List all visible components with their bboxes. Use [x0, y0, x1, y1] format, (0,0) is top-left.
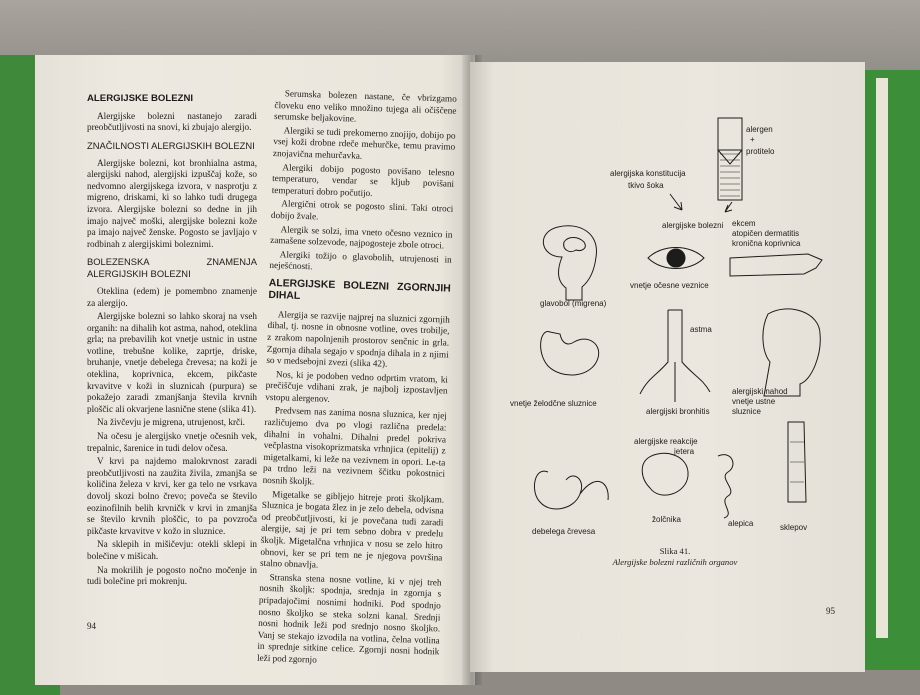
paragraph: Oteklina (edem) je pomembno znamenje za alergijo.	[87, 285, 257, 308]
head-brain-drawing	[543, 226, 596, 300]
eye-pupil	[667, 249, 685, 267]
label-alergijske-bolezni: alergijske bolezni	[662, 221, 724, 230]
label-zelodec: vnetje želodčne sluznice	[510, 399, 597, 408]
paragraph: V krvi pa najdemo malokrvnost zaradi preobčutljivosti na zaužita živila, zmanjša se količina železa v krvi, ker ga telo ne vsrkava dovolj skozi bolno črevo; poveča se število eozinofilnih belih krvničk v krvi in zmanjša se število krvnih ploščic, to pa povzroča pikčaste krvavitve v kožo in sluznice.	[87, 456, 257, 536]
paragraph: Alergijske bolezni, kot bronhialna astma, alergijski nahod, alergijski izpuščaj kože, so nedvomno alergijskega izvora, v nasprotju z migreno, driskami, ki so lahko tudi drugega izvora. Alergijske bolezni so dedne in jih imajo največ moški, alergijske bolezni kože pa imajo največ ženske. Pogosto se javljajo v rodbinah z alergijskimi boleznimi.	[87, 157, 257, 249]
figure-caption	[600, 546, 750, 567]
allergen-block	[718, 118, 742, 150]
face-drawing	[763, 309, 820, 396]
paragraph: Na sklepih in mišičevju: otekli sklepi in bolečine v mišicah.	[87, 539, 257, 561]
liver-drawing	[642, 453, 688, 495]
small-intestine-drawing	[718, 455, 733, 518]
bronchi-drawing	[640, 310, 710, 402]
paragraph: Na očesu je alergijsko vnetje očesnih vek, trepalnic, šarenice in tudi delov očesa.	[87, 431, 257, 453]
paragraph: Predvsem nas zanima nosna sluznica, ker njej različujemo dva po vlogi različna predela: dihalni in vohalni. Dihalni predel pokriva večplastna visokoprizmatska vrhnjica (epitelij) z migetalkami, ki leže na vezivnem in opori. Le-ta pa trdno leži na vezivnem ščitku pokostnici nosnih školjk.	[262, 405, 447, 487]
paragraph: Na živčevju je migrena, utrujenost, krči.	[97, 417, 245, 428]
paragraph: Migetalke se gibljejo hitreje proti školjkam. Sluznica je bogata žlez in je zelo debela, odvisna od preobčutljivosti, ki je povečana tudi zaradi alergije, saj je pri tem sebno dobra v predelu školjk. Migetalčna vrhnjica v nosu se zelo hitro obnovi, ker se pri tem ne je njegova površina stalno obnavlja.	[259, 488, 445, 570]
label-glavobol: glavobol (migrena)	[540, 299, 607, 308]
paragraph: Nos, ki je podoben vedno odprtim vratom, ki prečiščuje vdihani zrak, je najbolj izpostavljen vstopu alergenov.	[265, 368, 449, 404]
caption-title: Slika 41.	[659, 546, 691, 556]
paragraph: Serumska bolezen nastane, če vbrizgamo človeku eno veliko množino tujega ali očiščene serumske beljakovine.	[273, 88, 457, 124]
label-protitelo: protitelo	[746, 147, 775, 156]
paragraph: Stranska stena nosne votline, ki v njej treh nosnih školjk: spodnja, srednja in zgornja s pripadajočimi nosnimi hodniki. Pod spodnjo nosno školjko se steka solzni kanal. Srednji nosni hodnik leži pod srednjo nosno školjko. Vanj se stekajo izvodila na votlina, čelna votlina in sprednje sitkine celice. Zgornji nosni hodnik leži pod zgornjo	[256, 571, 442, 665]
figure-41	[470, 62, 865, 672]
label-jetera: jetera	[674, 447, 695, 456]
label-tkivo-soka: tkivo šoka	[628, 181, 664, 190]
arrow-left	[670, 194, 682, 210]
arm-skin-drawing	[730, 254, 822, 276]
label-bronhitis: alergijski bronhitis	[646, 407, 710, 416]
label-sklepov: sklepov	[780, 523, 808, 532]
heading-alergijske-bolezni: ALERGIJSKE BOLEZNI	[87, 93, 194, 104]
arrow-right	[725, 202, 732, 212]
paragraph: Alergija se razvije najprej na sluznici zgornjih dihal, tj. nosne in obnosne votline, oves trobilje, z zrakom napolnjenih prostorov senčnic in grla. Zgornja dihala segajo v spodnja dihala in z njimi so v medsebojni zvezi (slika 42).	[266, 308, 450, 369]
paragraph: Alergijske bolezni nastanejo zaradi preobčutljivosti na snovi, ki zbujajo alergijo.	[87, 110, 257, 133]
label-reakcije: alergijske reakcije	[634, 437, 698, 446]
brain-detail	[564, 238, 586, 252]
left-page	[35, 55, 475, 685]
label-sluznice: sluznice	[732, 407, 761, 416]
antibody-notch	[718, 150, 742, 164]
label-zolcnika: žolčnika	[652, 515, 681, 524]
label-plus: +	[750, 135, 755, 144]
label-koprivnica: kronična koprivnica	[732, 239, 801, 248]
paragraph: Alergik se solzi, ima vneto očesno veznico in zamašene solzevode, najpogosteje zbole otroci.	[270, 223, 453, 251]
page-number-left: 94	[87, 621, 96, 631]
antibody-block	[718, 150, 742, 200]
label-vnetje-oci: vnetje očesne veznice	[630, 281, 709, 290]
label-atopicen: atopičen dermatitis	[732, 229, 800, 238]
left-column	[87, 93, 257, 590]
paragraph: Alergiki se tudi prekomerno znojijo, dobijo po vsej koži drobne rdeče mehurčke, temu pravimo znojavična mehurčavka.	[272, 125, 456, 161]
label-astma: astma	[690, 325, 712, 334]
book-page-edges	[876, 78, 888, 638]
label-konstitucija: alergijska konstitucija	[610, 169, 686, 178]
paragraph: Alergiki tožijo o glavobolih, utrujenosti in neješćnosti.	[269, 248, 452, 272]
stomach-drawing	[541, 332, 599, 375]
heading-znacilnosti: ZNAČILNOSTI ALERGIJSKIH BOLEZNI	[87, 139, 255, 151]
right-column	[257, 88, 457, 672]
label-ekcem: ekcem	[732, 219, 756, 228]
paragraph: Na mokrilih je pogosto nočno močenje in tudi bolečine pri mokrenju.	[87, 564, 257, 587]
label-alepica: alepica	[728, 519, 754, 528]
caption-text: Alergijske bolezni različnih organov	[612, 556, 738, 567]
label-nahod: alergijski nahod	[732, 387, 788, 396]
heading-zgornja-dihala: ALERGIJSKE BOLEZNI ZGORNJIH DIHAL	[268, 277, 451, 303]
paragraph: Alergiki dobijo pogosto povišano telesno temperaturo, vendar se kljub povišani temperaturi dobro počutijo.	[271, 161, 455, 198]
book-cover-right	[860, 70, 920, 670]
heading-bolezenska-znamenja: BOLEZENSKA ZNAMENJA ALERGIJSKIH BOLEZNI	[87, 256, 257, 280]
paragraph: Alergični otrok se pogosto slini. Taki otroci dobijo žvale.	[270, 198, 454, 222]
label-debelega: debelega črevesa	[532, 527, 596, 536]
page-number-right: 95	[826, 606, 835, 616]
intestine-drawing	[534, 471, 608, 509]
paragraph: Alergijske bolezni so lahko skoraj na vseh organih: na dihalih kot astma, nahod, oteklina grla; na prebavilih kot vnetje ustnic in ustne votline, trebušne kolike, zaprtje, driske, bruhanje, vnetje debelega črevesa; na koži je oteklina, koprivnica, ekcem, pikčaste krvavitve v koži in sluznicah (purpura) se pokažejo zaradi zmanjšanja števila krvnih ploščic ali okvarjene lasnične stene (slika 41).	[87, 311, 257, 414]
right-page	[470, 62, 865, 672]
label-vnetje-ustne: vnetje ustne	[732, 397, 776, 406]
label-alergen: alergen	[746, 125, 773, 134]
